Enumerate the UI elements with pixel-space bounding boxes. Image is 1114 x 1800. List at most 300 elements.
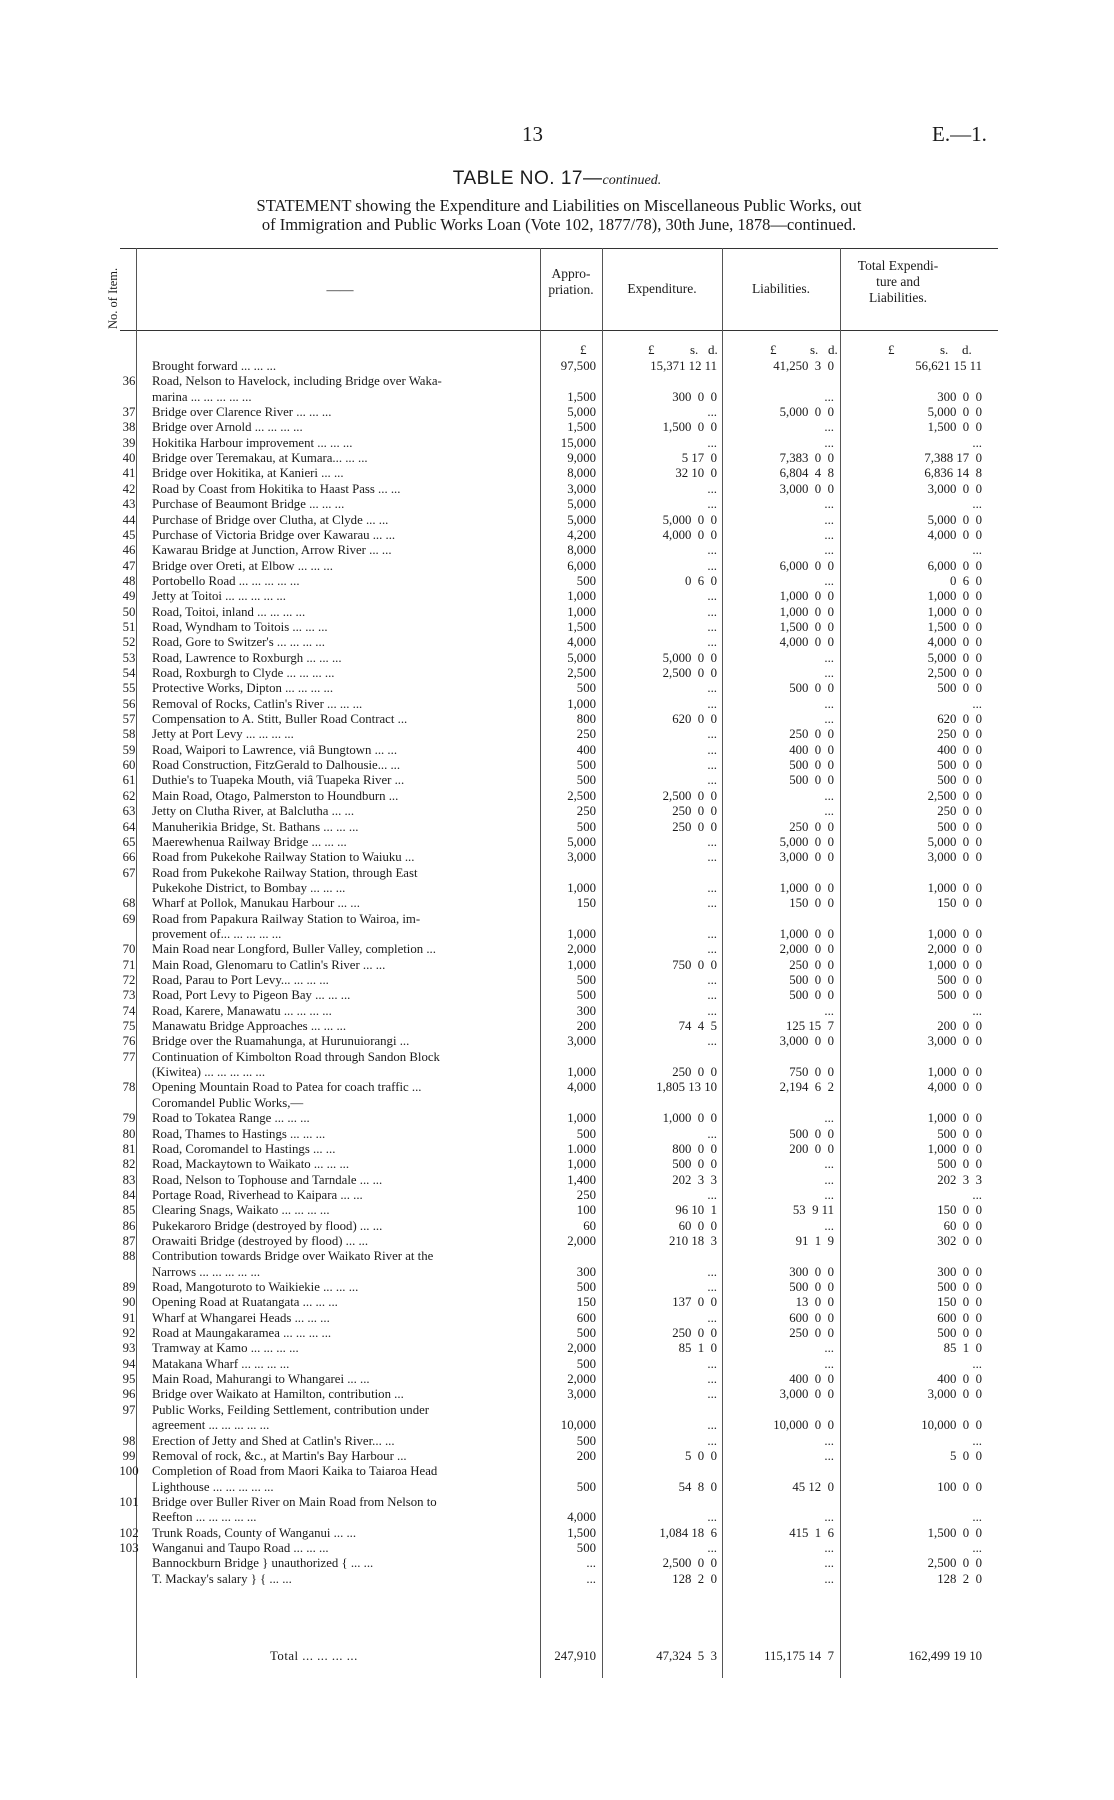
liabilities-cell: 150 0 0 [789,896,834,910]
appropriation-cell: 1,000 [567,697,596,711]
appropriation-cell: 8,000 [567,466,596,480]
liabilities-cell: 500 0 0 [789,681,834,695]
total-cell: 100 0 0 [937,1480,982,1494]
item-number: 68 [122,896,136,910]
expenditure-cell: 250 0 0 [672,804,717,818]
item-number: 93 [122,1341,136,1355]
header-bottom-rule [120,330,998,331]
expenditure-cell: 96 10 1 [675,1203,717,1217]
expenditure-cell: ... [707,543,717,557]
liabilities-cell: ... [824,1004,834,1018]
appropriation-cell: 500 [576,1541,596,1555]
table-row [0,774,1114,787]
total-cell: 1,500 0 0 [927,620,982,634]
table-row [0,652,1114,665]
item-number: 40 [122,451,136,465]
table-row [0,882,1114,895]
appropriation-cell: 1,400 [567,1173,596,1187]
total-cell: 1,000 0 0 [927,589,982,603]
liabilities-cell: 3,000 0 0 [779,1387,834,1401]
item-number: 58 [122,727,136,741]
pence-symbol: d. [708,342,718,357]
table-row [0,452,1114,465]
expenditure-cell: ... [707,881,717,895]
item-number: 74 [122,1004,136,1018]
appropriation-cell: 1,000 [567,605,596,619]
liabilities-cell: ... [824,1219,834,1233]
total-cell: 500 0 0 [937,820,982,834]
table-row [0,606,1114,619]
total-label: Total ... ... ... ... [270,1650,358,1663]
item-description: Road at Maungakaramea ... ... ... ... [152,1327,332,1340]
item-number: 47 [122,559,136,573]
expenditure-cell: ... [707,743,717,757]
header-expenditure: Expenditure. [627,281,697,296]
total-cell: 500 0 0 [937,1127,982,1141]
item-description: Bridge over Waikato at Hamilton, contribution ... [152,1388,404,1401]
appropriation-cell: 500 [576,820,596,834]
total-cell: 4,000 0 0 [927,635,982,649]
item-number: 66 [122,850,136,864]
expenditure-cell: ... [707,697,717,711]
appropriation-cell: 250 [576,804,596,818]
liabilities-cell: ... [824,574,834,588]
item-description: Orawaiti Bridge (destroyed by flood) ... ... [152,1235,369,1248]
liabilities-cell: 500 0 0 [789,1127,834,1141]
total-cell: 620 0 0 [937,712,982,726]
appropriation-cell: 200 [576,1019,596,1033]
total-cell: 3,000 0 0 [927,1387,982,1401]
item-number: 71 [122,958,136,972]
expenditure-cell: ... [707,773,717,787]
item-number: 48 [122,574,136,588]
total-cell: ... [972,543,982,557]
table-row [0,467,1114,480]
expenditure-cell: ... [707,436,717,450]
appropriation-cell: 500 [576,1434,596,1448]
item-number: 50 [122,605,136,619]
table-row [0,529,1114,542]
item-number: 87 [122,1234,136,1248]
table-row [0,1051,1114,1064]
table-row [0,437,1114,450]
appropriation-cell: 4,200 [567,528,596,542]
appropriation-cell: 500 [576,1127,596,1141]
table-row [0,1143,1114,1156]
table-row [0,1081,1114,1094]
item-number: 51 [122,620,136,634]
liabilities-cell: ... [824,1541,834,1555]
item-description: Removal of rock, &c., at Martin's Bay Harbour ... [152,1450,407,1463]
total-cell: 500 0 0 [937,1157,982,1171]
liabilities-cell: ... [824,1157,834,1171]
appropriation-cell: 10,000 [560,1418,596,1432]
liabilities-cell: 41,250 3 0 [773,359,834,373]
liabilities-cell: 5,000 0 0 [779,835,834,849]
liabilities-cell: 13 0 0 [795,1295,834,1309]
item-description: Main Road, Otago, Palmerston to Houndburn ... [152,790,399,803]
appropriation-cell: 8,000 [567,543,596,557]
total-cell: 500 0 0 [937,973,982,987]
total-cell: 1,000 0 0 [927,1142,982,1156]
item-number: 73 [122,988,136,1002]
total-cell: ... [972,697,982,711]
appropriation-cell: 200 [576,1449,596,1463]
expenditure-cell: 5 0 0 [685,1449,717,1463]
item-description: Bridge over Oreti, at Elbow ... ... ... [152,560,333,573]
item-description: Road to Tokatea Range ... ... ... [152,1112,310,1125]
total-liabilities: 115,175 14 7 [764,1649,834,1663]
expenditure-cell: 85 1 0 [678,1341,717,1355]
appropriation-cell: 97,500 [560,359,596,373]
liabilities-cell: ... [824,497,834,511]
liabilities-cell: 4,000 0 0 [779,635,834,649]
total-cell: 500 0 0 [937,681,982,695]
table-row [0,1235,1114,1248]
total-cell: 1,000 0 0 [927,927,982,941]
liabilities-cell: ... [824,1357,834,1371]
item-number: 67 [122,866,136,880]
table-row [0,897,1114,910]
liabilities-cell: 500 0 0 [789,773,834,787]
table-row [0,560,1114,573]
liabilities-cell: ... [824,789,834,803]
table-row [0,1373,1114,1386]
liabilities-cell: 500 0 0 [789,1280,834,1294]
table-row [0,790,1114,803]
item-description: Bridge over Buller River on Main Road from Nelson to [152,1496,437,1509]
table-row [0,867,1114,880]
table-title-continued: continued. [602,173,662,188]
liabilities-cell: ... [824,420,834,434]
expenditure-cell: 2,500 0 0 [662,1556,717,1570]
total-cell: 400 0 0 [937,1372,982,1386]
item-description: Road, Toitoi, inland ... ... ... ... [152,606,306,619]
appropriation-cell: 300 [576,1265,596,1279]
expenditure-cell: ... [707,405,717,419]
expenditure-cell: ... [707,1280,717,1294]
total-cell: 5,000 0 0 [927,405,982,419]
item-description: Bridge over Arnold ... ... ... ... [152,421,303,434]
item-number: 37 [122,405,136,419]
item-number: 91 [122,1311,136,1325]
expenditure-cell: ... [707,1510,717,1524]
item-number: 101 [119,1495,139,1509]
item-number: 80 [122,1127,136,1141]
table-row [0,928,1114,941]
expenditure-cell: 250 0 0 [672,1065,717,1079]
table-row [0,1450,1114,1463]
item-description: Road from Pukekohe Railway Station, through East [152,867,418,880]
expenditure-cell: ... [707,942,717,956]
item-description: Public Works, Feilding Settlement, contribution under [152,1404,430,1417]
item-number: 77 [122,1050,136,1064]
total-cell: ... [972,497,982,511]
table-row [0,1388,1114,1401]
table-row [0,1419,1114,1432]
table-row [0,1066,1114,1079]
expenditure-cell: ... [707,1434,717,1448]
total-cell: 2,500 0 0 [927,789,982,803]
item-number: 61 [122,773,136,787]
table-row [0,728,1114,741]
expenditure-cell: ... [707,835,717,849]
appropriation-cell: 2,500 [567,789,596,803]
table-row [0,1542,1114,1555]
item-number: 97 [122,1403,136,1417]
item-description: Road, Mackaytown to Waikato ... ... ... [152,1158,350,1171]
liabilities-cell: 3,000 0 0 [779,482,834,496]
item-description: Portage Road, Riverhead to Kaipara ... ... [152,1189,363,1202]
liabilities-cell: 1,000 0 0 [779,881,834,895]
appropriation-cell: 2,000 [567,942,596,956]
item-description: Matakana Wharf ... ... ... ... [152,1358,290,1371]
table-row [0,1573,1114,1586]
item-number: 69 [122,912,136,926]
shillings-symbol: s. [810,342,819,357]
liabilities-cell: 1,000 0 0 [779,927,834,941]
appropriation-cell: 5,000 [567,835,596,849]
item-description: Manuherikia Bridge, St. Bathans ... ... ... [152,821,359,834]
liabilities-cell: 400 0 0 [789,1372,834,1386]
expenditure-cell: ... [707,1127,717,1141]
pound-symbol: £ [770,342,777,357]
item-description: provement of... ... ... ... ... [152,928,282,941]
total-cell: 4,000 0 0 [927,528,982,542]
liabilities-cell: 250 0 0 [789,820,834,834]
appropriation-cell: 9,000 [567,451,596,465]
item-number: 38 [122,420,136,434]
expenditure-cell: ... [707,1311,717,1325]
header-top-rule [120,248,998,249]
item-description: Reefton ... ... ... ... ... [152,1511,257,1524]
expenditure-cell: 500 0 0 [672,1157,717,1171]
table-row [0,943,1114,956]
item-number: 64 [122,820,136,834]
item-number: 83 [122,1173,136,1187]
total-cell: 5,000 0 0 [927,651,982,665]
item-description: Wharf at Pollok, Manukau Harbour ... ... [152,897,360,910]
appropriation-cell: 3,000 [567,482,596,496]
appropriation-cell: 1,500 [567,390,596,404]
item-description: agreement ... ... ... ... ... [152,1419,270,1432]
table-row [0,1020,1114,1033]
document-reference: E.—1. [932,122,987,146]
total-cell: 1,000 0 0 [927,881,982,895]
liabilities-cell: 6,000 0 0 [779,559,834,573]
total-cell: 60 0 0 [943,1219,982,1233]
table-row [0,590,1114,603]
table-row [0,1511,1114,1524]
total-cell: 3,000 0 0 [927,850,982,864]
item-number: 102 [119,1526,139,1540]
total-cell: 1,000 0 0 [927,1111,982,1125]
appropriation-cell: 1,000 [567,1065,596,1079]
table-row [0,1296,1114,1309]
expenditure-cell: ... [707,1265,717,1279]
pound-symbol: £ [580,342,587,357]
item-description: Bridge over Clarence River ... ... ... [152,406,332,419]
total-cell: 500 0 0 [937,758,982,772]
appropriation-cell: 500 [576,574,596,588]
appropriation-cell: 2,000 [567,1341,596,1355]
liabilities-cell: ... [824,1341,834,1355]
liabilities-cell: ... [824,1510,834,1524]
item-number: 89 [122,1280,136,1294]
table-row [0,421,1114,434]
item-description: Coromandel Public Works,— [152,1097,304,1110]
expenditure-cell: ... [707,1387,717,1401]
header-liabilities: Liabilities. [751,281,811,296]
item-number: 52 [122,635,136,649]
expenditure-cell: ... [707,1034,717,1048]
total-cell: 56,621 15 11 [915,359,982,373]
item-description: Road, Mangoturoto to Waikiekie ... ... ... [152,1281,359,1294]
total-cell: 5,000 0 0 [927,513,982,527]
total-cell: 85 1 0 [943,1341,982,1355]
appropriation-cell: 1,000 [567,958,596,972]
appropriation-cell: 500 [576,1280,596,1294]
table-row [0,1327,1114,1340]
item-description: Compensation to A. Stitt, Buller Road Contract ... [152,713,408,726]
expenditure-cell: 250 0 0 [672,1326,717,1340]
item-number: 41 [122,466,136,480]
item-number: 44 [122,513,136,527]
item-description: Brought forward ... ... ... [152,360,277,373]
item-description: Bannockburn Bridge } unauthorized { ... ... [152,1557,374,1570]
statement-line-1: STATEMENT showing the Expenditure and Liabilities on Miscellaneous Public Works, out [256,196,862,215]
appropriation-cell: 1,500 [567,420,596,434]
item-number: 81 [122,1142,136,1156]
expenditure-cell: 2,500 0 0 [662,789,717,803]
expenditure-cell: 4,000 0 0 [662,528,717,542]
expenditure-cell: 15,371 12 11 [650,359,717,373]
item-description: Manawatu Bridge Approaches ... ... ... [152,1020,347,1033]
appropriation-cell: 500 [576,988,596,1002]
item-number: 60 [122,758,136,772]
item-description: Bridge over Teremakau, at Kumara... ... ... [152,452,368,465]
table-row [0,1250,1114,1263]
item-description: Maerewhenua Railway Bridge ... ... ... [152,836,347,849]
total-cell: ... [972,1004,982,1018]
appropriation-cell: 2,000 [567,1372,596,1386]
item-description: Duthie's to Tuapeka Mouth, viâ Tuapeka River ... [152,774,405,787]
liabilities-cell: 500 0 0 [789,758,834,772]
item-number: 76 [122,1034,136,1048]
table-row [0,805,1114,818]
appropriation-cell: 150 [576,1295,596,1309]
total-appropriation: 247,910 [554,1649,596,1663]
item-description: Kawarau Bridge at Junction, Arrow River ... ... [152,544,392,557]
item-description: Road, Port Levy to Pigeon Bay ... ... ... [152,989,351,1002]
liabilities-cell: 750 0 0 [789,1065,834,1079]
table-row [0,1035,1114,1048]
table-row [0,913,1114,926]
item-number: 70 [122,942,136,956]
expenditure-cell: 250 0 0 [672,820,717,834]
item-description: Opening Road at Ruatangata ... ... ... [152,1296,338,1309]
total-cell: 150 0 0 [937,1295,982,1309]
table-row [0,744,1114,757]
total-cell: 300 0 0 [937,390,982,404]
liabilities-cell: 5,000 0 0 [779,405,834,419]
item-description: Road, Gore to Switzer's ... ... ... ... [152,636,325,649]
table-row [0,1005,1114,1018]
table-row [0,1204,1114,1217]
header-total: Total Expendi- ture and Liabilities. [857,258,939,305]
total-cell: 250 0 0 [937,727,982,741]
appropriation-cell: 500 [576,681,596,695]
item-description: Road, Roxburgh to Clyde ... ... ... ... [152,667,335,680]
table-row [0,1097,1114,1110]
expenditure-cell: ... [707,589,717,603]
expenditure-cell: 300 0 0 [672,390,717,404]
appropriation-cell: 500 [576,973,596,987]
expenditure-cell: ... [707,1372,717,1386]
liabilities-cell: ... [824,1188,834,1202]
table-row [0,851,1114,864]
total-cell: ... [972,1434,982,1448]
total-cell: 500 0 0 [937,988,982,1002]
liabilities-cell: 1,000 0 0 [779,605,834,619]
table-row [0,698,1114,711]
pound-symbol: £ [888,342,895,357]
total-cell: 302 0 0 [937,1234,982,1248]
table-row [0,360,1114,373]
table-row [0,406,1114,419]
expenditure-cell: 60 0 0 [678,1219,717,1233]
table-title [0,168,1114,190]
liabilities-cell: ... [824,1434,834,1448]
total-cell: 7,388 17 0 [924,451,982,465]
item-description: Road, Waipori to Lawrence, viâ Bungtown ... ... [152,744,398,757]
expenditure-cell: ... [707,1418,717,1432]
expenditure-cell: ... [707,896,717,910]
table-row [0,621,1114,634]
liabilities-cell: ... [824,543,834,557]
appropriation-cell: 60 [583,1219,596,1233]
item-description: Trunk Roads, County of Wanganui ... ... [152,1527,357,1540]
liabilities-cell: 2,000 0 0 [779,942,834,956]
item-number: 54 [122,666,136,680]
item-description: Road, Lawrence to Roxburgh ... ... ... [152,652,342,665]
table-row [0,959,1114,972]
item-number: 85 [122,1203,136,1217]
table-row [0,483,1114,496]
item-number: 82 [122,1157,136,1171]
item-number: 79 [122,1111,136,1125]
appropriation-cell: 400 [576,743,596,757]
item-number: 95 [122,1372,136,1386]
total-cell: 200 0 0 [937,1019,982,1033]
table-row [0,1266,1114,1279]
expenditure-cell: ... [707,1188,717,1202]
table-row [0,1342,1114,1355]
item-description: Tramway at Kamo ... ... ... ... [152,1342,299,1355]
liabilities-cell: 1,500 0 0 [779,620,834,634]
expenditure-cell: ... [707,927,717,941]
statement-line-2: of Immigration and Public Works Loan (Vote 102, 1877/78), 30th June, 1878—continued. [261,215,857,234]
total-cell: 600 0 0 [937,1311,982,1325]
item-number: 84 [122,1188,136,1202]
expenditure-cell: 1,805 13 10 [656,1080,717,1094]
item-description: Road from Pukekohe Railway Station to Waiuku ... [152,851,415,864]
expenditure-cell: 800 0 0 [672,1142,717,1156]
item-description: Wharf at Whangarei Heads ... ... ... [152,1312,330,1325]
table-row [0,1220,1114,1233]
total-cell: 500 0 0 [937,1280,982,1294]
item-number: 59 [122,743,136,757]
